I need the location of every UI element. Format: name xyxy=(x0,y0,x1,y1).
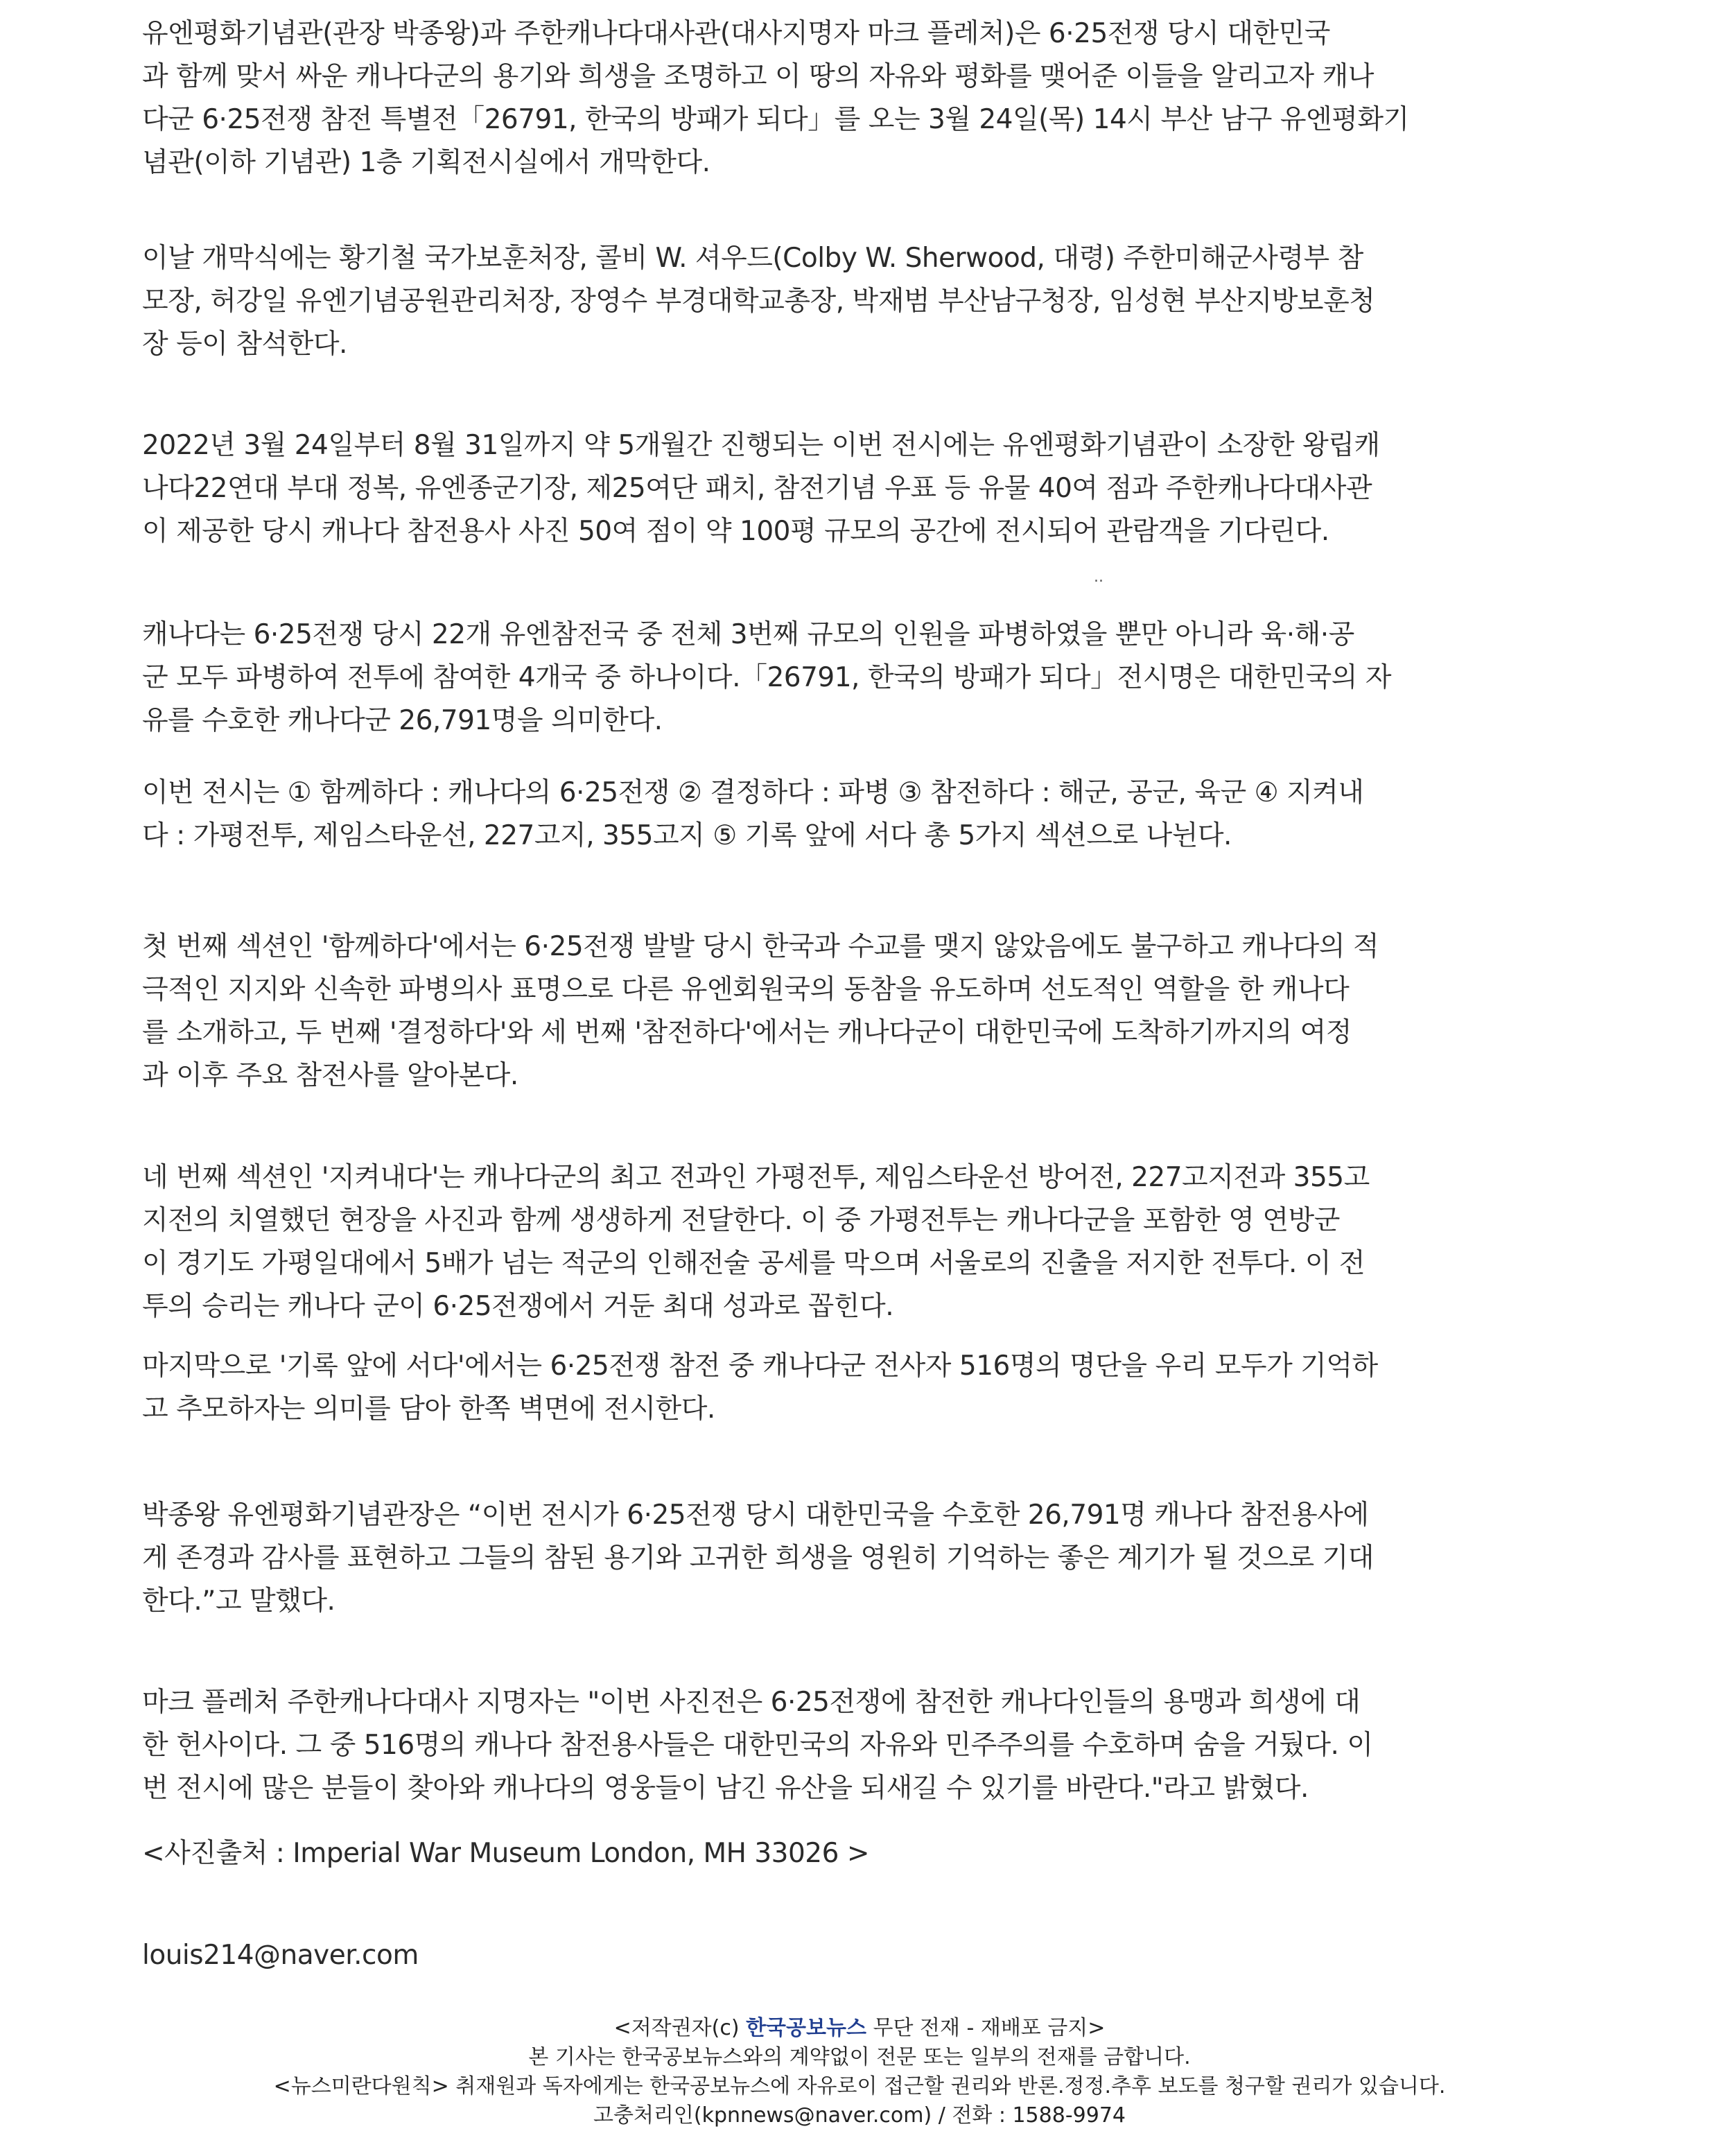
paragraph-section-4: 네 번째 섹션인 '지켜내다'는 캐나다군의 최고 전과인 가평전투, 제임스타운선 방어전, 227고지전과 355고 지전의 치열했던 현장을 사진과 함께 생생하게 전달한다. 이 중 가평전투는 캐나다군을 포함한 영 연방군 이 경기도 가평일대에서 5배가 넘는 적군의 인해전술 공세를 막으며 서울로의 진출을 저지한 전투다. 이 전 투의 승리는 캐나다 군이 6·25전쟁에서 거둔 최대 성과로 꼽힌다. xyxy=(142,1162,1370,1322)
miranda-principle-notice: <뉴스미란다원칙> 취재원과 독자에게는 한국공보뉴스에 자유로이 접근할 권리와 반론.정정.추후 보도를 청구할 권리가 있습니다. xyxy=(273,2074,1446,2098)
paragraph-section-5: 마지막으로 '기록 앞에 서다'에서는 6·25전쟁 참전 중 캐나다군 전사자 516명의 명단을 우리 모두가 기억하 고 추모하자는 의미를 담아 한쪽 벽면에 전시한다. xyxy=(142,1350,1378,1425)
paragraph-canada-participation: 캐나다는 6·25전쟁 당시 22개 유엔참전국 중 전체 3번째 규모의 인원을 파병하였을 뿐만 아니라 육·해·공 군 모두 파병하여 전투에 참여한 4개국 중 하나이다.「26791, 한국의 방패가 되다」전시명은 대한민국의 자 유를 수호한 캐나다군 26,791명을 의미한다. xyxy=(142,619,1392,736)
paragraph-director-quote: 박종왕 유엔평화기념관장은 “이번 전시가 6·25전쟁 당시 대한민국을 수호한 26,791명 캐나다 참전용사에 게 존경과 감사를 표현하고 그들의 참된 용기와 고귀한 희생을 영원히 기억하는 좋은 계기가 될 것으로 기대 한다.”고 말했다. xyxy=(142,1499,1374,1617)
grievance-contact: 고충처리인(kpnnews@naver.com) / 전화 : 1588-9974 xyxy=(593,2103,1126,2128)
paragraph-sections-1-3: 첫 번째 섹션인 '함께하다'에서는 6·25전쟁 발발 당시 한국과 수교를 맺지 않았음에도 불구하고 캐나다의 적 극적인 지지와 신속한 파병의사 표명으로 다른 유엔회원국의 동참을 유도하며 선도적인 역할을 한 캐나다 를 소개하고, 두 번째 '결정하다'와 세 번째 '참전하다'에서는 캐나다군이 대한민국에 도착하기까지의 여정 과 이후 주요 참전사를 알아본다. xyxy=(142,931,1379,1091)
copyright-footer xyxy=(0,2014,1719,2130)
paragraph-ambassador-quote: 마크 플레처 주한캐나다대사 지명자는 "이번 사진전은 6·25전쟁에 참전한 캐나다인들의 용맹과 희생에 대 한 헌사이다. 그 중 516명의 캐나다 참전용사들은 대한민국의 자유와 민주주의를 수호하며 숨을 거뒀다. 이 번 전시에 많은 분들이 찾아와 캐나다의 영웅들이 남긴 유산을 되새길 수 있기를 바란다."라고 밝혔다. xyxy=(142,1687,1373,1804)
reprint-notice: 본 기사는 한국공보뉴스와의 계약없이 전문 또는 일부의 전재를 금합니다. xyxy=(528,2045,1191,2069)
brand-name: 한국공보뉴스 xyxy=(746,2016,866,2040)
reporter-email: louis214@naver.com xyxy=(142,1940,419,1971)
paragraph-exhibition-sections: 이번 전시는 ① 함께하다 : 캐나다의 6·25전쟁 ② 결정하다 : 파병 ③ 참전하다 : 해군, 공군, 육군 ④ 지켜내 다 : 가평전투, 제임스타운선, 227고지, 355고지 ⑤ 기록 앞에 서다 총 5가지 섹션으로 나뉜다. xyxy=(142,777,1364,851)
paragraph-opening-announcement: 유엔평화기념관(관장 박종왕)과 주한캐나다대사관(대사지명자 마크 플레처)은 6·25전쟁 당시 대한민국 과 함께 맞서 싸운 캐나다군의 용기와 희생을 조명하고 이 땅의 자유와 평화를 맺어준 이들을 알리고자 캐나 다군 6·25전쟁 참전 특별전「26791, 한국의 방패가 되다」를 오는 3월 24일(목) 14시 부산 남구 유엔평화기 념관(이하 기념관) 1층 기획전시실에서 개막한다. xyxy=(142,18,1409,178)
photo-credit: <사진출처 : Imperial War Museum London, MH 33026 > xyxy=(142,1838,869,1869)
copyright-notice: <저작권자(c) 한국공보뉴스 무단 전재 - 재배포 금지> xyxy=(613,2016,1106,2040)
stray-mark: .. xyxy=(1094,568,1103,586)
paragraph-exhibition-period: 2022년 3월 24일부터 8월 31일까지 약 5개월간 진행되는 이번 전시에는 유엔평화기념관이 소장한 왕립캐 나다22연대 부대 정복, 유엔종군기장, 제25여단 패치, 참전기념 우표 등 유물 40여 점과 주한캐나다대사관 이 제공한 당시 캐나다 참전용사 사진 50여 점이 약 100평 규모의 공간에 전시되어 관람객을 기다린다. xyxy=(142,430,1380,547)
paragraph-attendees: 이날 개막식에는 황기철 국가보훈처장, 콜비 W. 셔우드(Colby W. Sherwood, 대령) 주한미해군사령부 참 모장, 허강일 유엔기념공원관리처장, 장영수 부경대학교총장, 박재범 부산남구청장, 임성현 부산지방보훈청 장 등이 참석한다. xyxy=(142,243,1375,360)
